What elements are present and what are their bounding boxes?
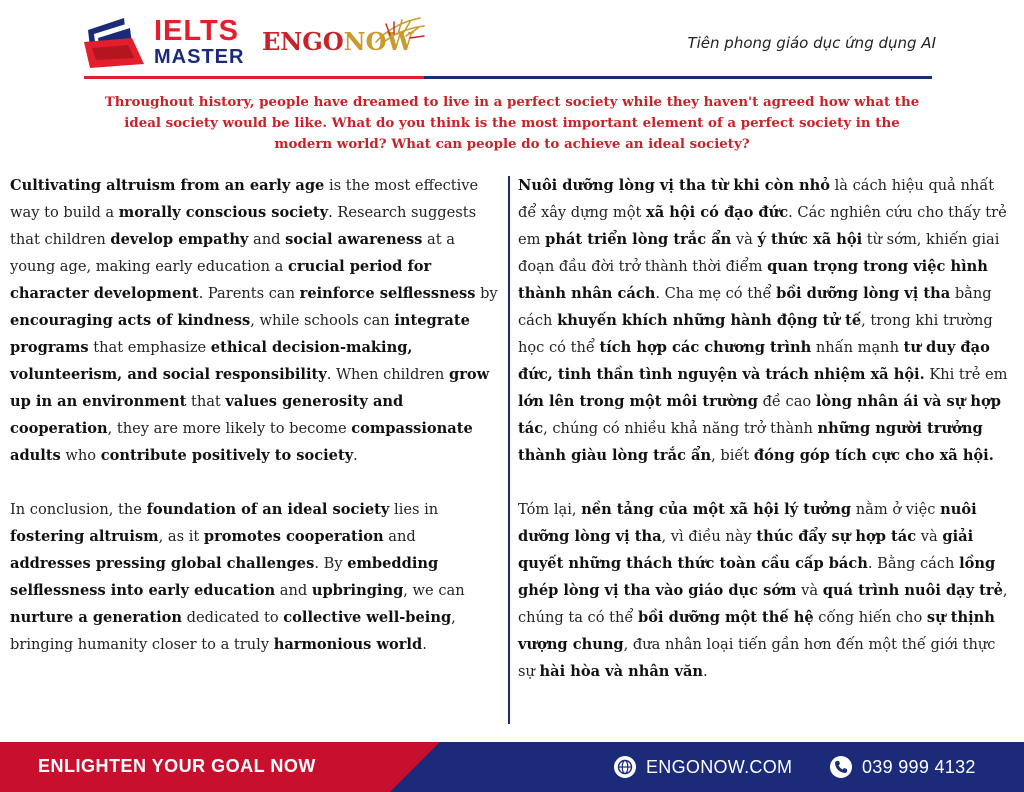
key-phrase: sự thịnh vượng chung — [518, 609, 995, 653]
key-phrase: lồng ghép lòng vị tha vào giáo dục sớm — [518, 555, 996, 599]
key-phrase: tư duy đạo đức, tinh thần tình nguyện và trách nhiệm xã hội. — [518, 339, 990, 383]
logo-master-text: MASTER — [154, 46, 245, 68]
key-phrase: quan trọng trong việc hình thành nhân cách — [518, 258, 988, 302]
text-run: and — [248, 231, 286, 248]
key-phrase: develop empathy — [110, 231, 249, 248]
key-phrase: xã hội có đạo đức — [646, 204, 789, 221]
key-phrase: thúc đẩy sự hợp tác — [756, 528, 917, 545]
key-phrase: giải quyết những thách thức toàn cầu cấp bách — [518, 528, 974, 572]
key-phrase: khuyến khích những hành động tử tế — [557, 312, 862, 329]
text-run: that — [186, 393, 226, 410]
engonow-sunburst-icon — [368, 14, 428, 46]
key-phrase: morally conscious society — [118, 204, 329, 221]
key-phrase: lòng nhân ái và sự hợp tác — [518, 393, 1001, 437]
text-run: nằm ở việc — [851, 501, 941, 518]
vietnamese-body-paragraph — [518, 172, 1012, 469]
key-phrase: hài hòa và nhân văn — [539, 663, 704, 680]
engonow-logo-eng: ENGO — [262, 27, 344, 56]
english-essay-column — [10, 172, 500, 658]
text-run: lies in — [389, 501, 439, 518]
key-phrase: ethical decision-making, volunteerism, and social responsibility — [10, 339, 413, 383]
footer-phone-text[interactable]: 039 999 4132 — [862, 756, 976, 777]
key-phrase: contribute positively to society — [100, 447, 354, 464]
text-run: and — [383, 528, 416, 545]
phone-icon — [830, 756, 852, 778]
text-run: is the most effective way to build a — [10, 177, 479, 221]
text-run: . Cha mẹ có thể — [655, 285, 777, 302]
key-phrase: tích hợp các chương trình — [599, 339, 812, 356]
text-run: , chúng có nhiều khả năng trở thành — [543, 420, 818, 437]
key-phrase: bồi dưỡng một thế hệ — [638, 609, 814, 626]
text-run: bằng cách — [518, 285, 992, 329]
footer-website[interactable] — [614, 755, 792, 779]
footer-website-text[interactable]: ENGONOW.COM — [646, 756, 793, 777]
column-divider — [508, 176, 510, 724]
key-phrase: crucial period for character development — [10, 258, 432, 302]
text-run: từ sớm, khiến giai đoạn đầu đời trở thành thời điểm — [518, 231, 1000, 275]
text-run: . Parents can — [198, 285, 300, 302]
key-phrase: integrate programs — [10, 312, 470, 356]
essay-question: Throughout history, people have dreamed to live in a perfect society while they haven't agreed how what the ideal society would be like. What do you think is the most important element of a perfect society in the modern world? What can people do to achieve an ideal society? — [104, 94, 920, 152]
text-run: dedicated to — [182, 609, 284, 626]
key-phrase: nuôi dưỡng lòng vị tha — [518, 501, 977, 545]
text-run: và — [796, 582, 823, 599]
text-run: by — [475, 285, 498, 302]
key-phrase: ý thức xã hội — [757, 231, 863, 248]
text-run: . By — [314, 555, 348, 572]
key-phrase: những người trưởng thành giàu lòng trắc ẩn — [518, 420, 983, 464]
key-phrase: lớn lên trong một môi trường — [518, 393, 758, 410]
header-divider-red — [84, 76, 424, 79]
text-run: Tóm lại, — [518, 501, 582, 518]
header-divider-blue — [424, 76, 932, 79]
english-conclusion-paragraph — [10, 496, 500, 658]
key-phrase: values generosity and cooperation — [10, 393, 404, 437]
text-run: . — [353, 447, 358, 464]
key-phrase: Cultivating altruism from an early age — [10, 177, 325, 194]
key-phrase: promotes cooperation — [203, 528, 384, 545]
text-run: , đưa nhân loại tiến gần hơn đến một thế giới thực sự — [518, 636, 996, 680]
key-phrase: foundation of an ideal society — [146, 501, 390, 518]
text-run: . Các nghiên cứu cho thấy trẻ em — [518, 204, 1007, 248]
text-run: , chúng ta có thể — [518, 582, 1008, 626]
page-header — [0, 0, 1024, 88]
english-body-paragraph — [10, 172, 500, 469]
text-run: là cách hiệu quả nhất để xây dựng một — [518, 177, 995, 221]
key-phrase: compassionate adults — [10, 420, 473, 464]
text-run: , as it — [158, 528, 204, 545]
text-run: who — [60, 447, 101, 464]
text-run: nhấn mạnh — [811, 339, 904, 356]
logo-ielts-text: IELTS — [154, 15, 240, 47]
text-run: In conclusion, the — [10, 501, 147, 518]
key-phrase: harmonious world — [273, 636, 423, 653]
text-run: và — [731, 231, 758, 248]
text-run: that emphasize — [88, 339, 211, 356]
key-phrase: collective well-being — [283, 609, 452, 626]
key-phrase: addresses pressing global challenges — [10, 555, 315, 572]
text-run: , trong khi trường học có thể — [518, 312, 993, 356]
page-footer — [0, 742, 1024, 792]
text-run: , bringing humanity closer to a truly — [10, 609, 456, 653]
key-phrase: upbringing — [311, 582, 404, 599]
text-run: đề cao — [757, 393, 816, 410]
text-run: cống hiến cho — [813, 609, 927, 626]
text-run: and — [275, 582, 312, 599]
text-run: , they are more likely to become — [107, 420, 352, 437]
engonow-logo-now: NOW — [343, 27, 414, 56]
text-run: . When children — [326, 366, 449, 383]
vietnamese-conclusion-paragraph — [518, 496, 1012, 685]
key-phrase: social awareness — [285, 231, 423, 248]
ielts-master-logo-mark — [84, 12, 150, 68]
header-divider — [84, 76, 932, 79]
key-phrase: encouraging acts of kindness — [10, 312, 251, 329]
key-phrase: đóng góp tích cực cho xã hội. — [753, 447, 994, 464]
key-phrase: nurture a generation — [10, 609, 183, 626]
key-phrase: grow up in an environment — [10, 366, 490, 410]
key-phrase: phát triển lòng trắc ẩn — [545, 231, 732, 248]
text-run: . Research suggests that children — [10, 204, 477, 248]
key-phrase: quá trình nuôi dạy trẻ — [822, 582, 1003, 599]
vietnamese-essay-column — [518, 172, 1012, 685]
key-phrase: nền tảng của một xã hội lý tưởng — [581, 501, 852, 518]
text-run: at a young age, making early education a — [10, 231, 455, 275]
footer-phone[interactable] — [830, 755, 976, 779]
text-run: . — [703, 663, 708, 680]
text-run: , vì điều này — [661, 528, 757, 545]
header-tagline: Tiên phong giáo dục ứng dụng AI — [687, 34, 936, 52]
footer-slogan: ENLIGHTEN YOUR GOAL NOW — [38, 756, 316, 776]
text-run: và — [916, 528, 943, 545]
text-run: , biết — [711, 447, 754, 464]
key-phrase: fostering altruism — [10, 528, 159, 545]
key-phrase: bồi dưỡng lòng vị tha — [776, 285, 951, 302]
ielts-master-logo — [84, 10, 254, 70]
key-phrase: Nuôi dưỡng lòng vị tha từ khi còn nhỏ — [518, 177, 830, 194]
key-phrase: reinforce selflessness — [299, 285, 476, 302]
key-phrase: embedding selflessness into early education — [10, 555, 439, 599]
text-run: . Bằng cách — [867, 555, 960, 572]
text-run: , while schools can — [250, 312, 395, 329]
text-run: , we can — [403, 582, 465, 599]
text-run: . — [422, 636, 427, 653]
globe-icon — [614, 756, 636, 778]
text-run: Khi trẻ em — [924, 366, 1008, 383]
